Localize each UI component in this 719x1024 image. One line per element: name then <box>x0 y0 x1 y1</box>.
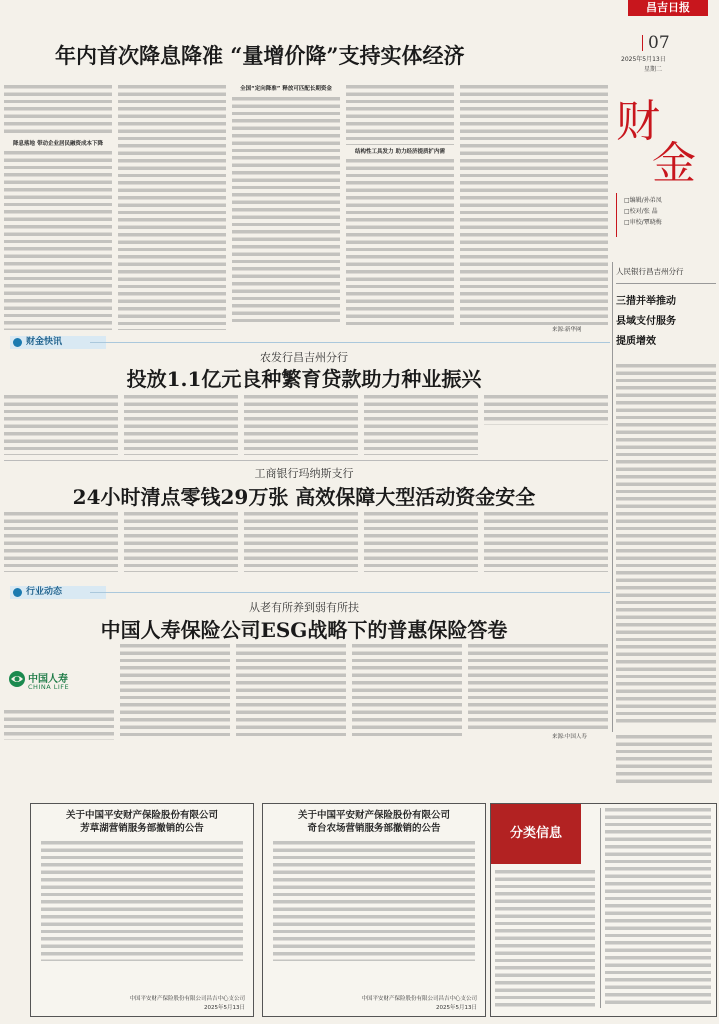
article-3-kicker: 工商银行玛纳斯支行 <box>254 467 354 480</box>
lead-article-body <box>4 85 608 333</box>
article-4-kicker: 从老有所养到弱有所扶 <box>249 601 359 614</box>
lead-headline: 年内首次降息降准 “量增价降”支持实体经济 <box>55 43 465 68</box>
article-2-headline: 投放1.1亿元良种繁育贷款助力种业振兴 <box>126 367 482 391</box>
notice-1 <box>30 803 254 1017</box>
classified-title: 分类信息 <box>491 804 581 864</box>
article-4-headline: 中国人寿保险公司ESG战略下的普惠保险答卷 <box>100 618 508 642</box>
issue-date: 2025年5月13日 <box>621 56 666 63</box>
article-3-body <box>4 512 608 572</box>
section-char-jin: 金 <box>652 138 696 189</box>
section-char-cai: 财 <box>616 96 660 147</box>
issue-weekday: 星期二 <box>644 66 663 73</box>
sidebar-org: 人民银行昌吉州分行 <box>616 267 684 276</box>
article-2-body <box>4 395 608 455</box>
notice-2 <box>262 803 486 1017</box>
notice-1-title: 关于中国平安财产保险股份有限公司 芳草湖营销服务部撤销的公告 <box>65 810 218 834</box>
sidebar-headline: 三措并举推动 县域支付服务 提质增效 <box>616 296 676 347</box>
page-number: 07 <box>648 33 670 53</box>
subhead-rrr-cut: 全国“定向降准” 释放可匹配长期资金 <box>240 86 332 92</box>
article-3-headline: 24小时清点零钱29万张 高效保障大型活动资金安全 <box>72 485 536 509</box>
tag-finance-news: 财金快讯 <box>10 336 106 349</box>
notice-2-signature: 中国平安财产保险股份有限公司昌吉中心支公司 <box>361 996 477 1002</box>
logo-en-text: CHINA LIFE <box>28 683 70 691</box>
article-4-byline: 来源:中国人寿 <box>552 734 587 740</box>
tag-industry: 行业动态 <box>10 586 106 599</box>
notice-2-title: 关于中国平安财产保险股份有限公司 奇台农场营销服务部撤销的公告 <box>297 810 450 834</box>
article-4-body <box>4 644 608 740</box>
paper-logo: 昌吉日报 <box>628 0 708 16</box>
lead-byline: 来源:新华网 <box>552 327 582 333</box>
editor-credit: □编辑/孙弟凤 □校对/张 晶 □审校/覃晓梅 <box>624 197 662 226</box>
article-2-kicker: 农发行昌吉州分行 <box>260 351 348 364</box>
notice-1-date: 2025年5月13日 <box>204 1005 245 1011</box>
subhead-structural-tools: 结构性工具发力 助力经济提质扩内需 <box>355 149 445 155</box>
notice-1-signature: 中国平安财产保险股份有限公司昌吉中心支公司 <box>129 996 245 1002</box>
subhead-rate-cut: 降息落地 带动企业居民融资成本下降 <box>13 141 103 147</box>
sidebar-article <box>616 262 716 732</box>
classified-section <box>490 803 717 1017</box>
notice-2-date: 2025年5月13日 <box>436 1005 477 1011</box>
logo-cn-text: 中国人寿 <box>28 674 68 685</box>
section-banner <box>612 85 712 260</box>
